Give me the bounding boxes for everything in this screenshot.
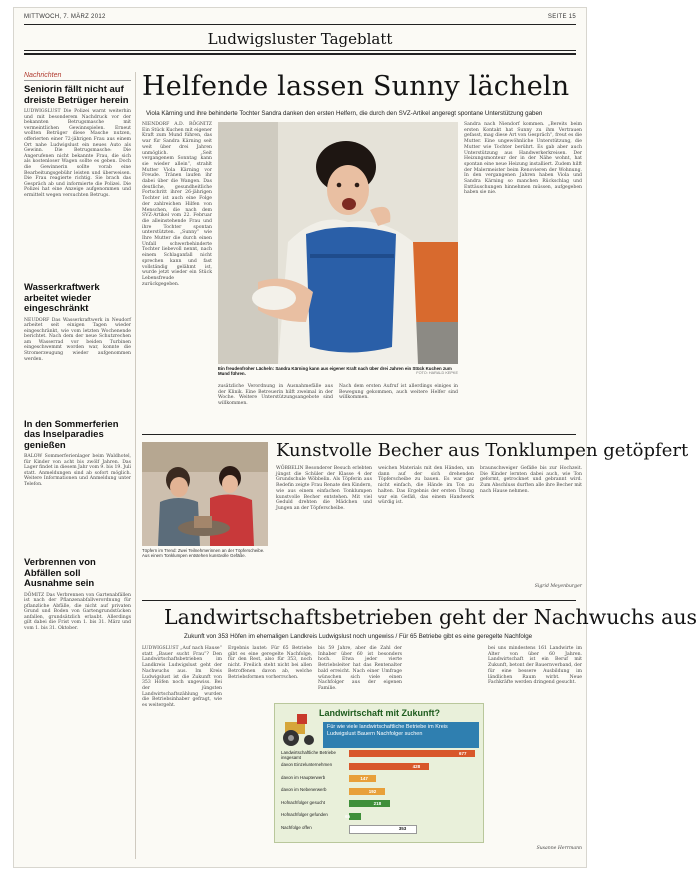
farm-article-col1: LUDWIGSLUST „Auf nach Hause“ statt „Bauer sucht Frau“? Den Landwirtschaftsbetrieben im Landkreis Ludwigslust geht der Nachwuchs aus. Im Kreis Ludwigslust ist die Zukunft von 353 Höfen noch ungewiss. Bei der jüngsten Landwirtschaftszählung wurden die Betriebsinhaber gefragt, wie es weitergeht. (142, 646, 222, 709)
farm-article-col4: bei uns mindestens 161 Landwirte im Alter von über 60 Jahren. Landwirtschaft ist ein Beruf mit Zukunft, betont der Bauernverband, der für eine bessere Ausbildung im ländlichen Raum wirbt. Neue Fachkräfte werden dringend gesucht. (488, 646, 582, 686)
chart-value-label: 65 (345, 813, 351, 819)
farm-author: Susanne Herrmann (536, 846, 582, 851)
chart-category-label: davon im Haupterwerb (281, 774, 326, 780)
pottery-article-col1: WÖBBELIN Besonderer Besuch erlebten jüngst die Schüler der Klasse 4 der Grundschule Wöbbelin. Als Töpferin aus Redefin zeigte Frau Renate den Kindern, wie aus einem einfachen Tonklumpen kunstvolle Becher entstehen. Mit viel Geduld drehten die Mädchen und Jungen an der Töpferscheibe. (276, 466, 372, 511)
pottery-author: Sigrid Meyenburger (534, 584, 582, 589)
tractor-icon (279, 708, 319, 748)
main-subline: Viola Kärning und ihre behinderte Tochter Sandra danken den ersten Helfern, die durch den SVZ-Artikel angeregt spontane Unterstützung gaben (146, 110, 543, 117)
farm-article-col2: Ergebnis lautet: Für 65 Betriebe gibt es eine geregelte Nachfolge, für den Rest, also für 353, noch nicht. Freilich steht nicht bei allen Betroffenen davon ab, welche Betriebsformen vorherrschen. (228, 646, 312, 680)
masthead: Ludwigsluster Tageblatt (207, 30, 393, 48)
chart-category-label: Hofnachfolger gesucht (281, 799, 325, 805)
news-headline: Wasserkraftwerk arbeitet wieder eingeschränkt (24, 282, 100, 314)
story-divider (142, 434, 576, 435)
chart-value-label: 353 (398, 826, 407, 831)
chart-category-label: davon Einzelunternehmen (281, 762, 333, 767)
chart-value-label: 677 (459, 751, 467, 756)
chart-subtitle: Für wie viele landwirtschaftliche Betriebe im Kreis Ludwigslust Bauern Nachfolger suchen (323, 722, 479, 748)
section-label: Nachrichten (24, 72, 131, 81)
woman-photo-illustration (218, 122, 458, 364)
farm-subline: Zukunft von 353 Höfen im ehemaligen Landkreis Ludwigslust noch ungewiss / Für 65 Betriebe gibt es eine geregelte Nachfolge (184, 633, 533, 640)
masthead-rule-top (24, 50, 576, 51)
pottery-article-col3: braunschweiger Gefäße bis zur Hochzeit. Die Kinder lernten dabei auch, wie Ton geformt, getrocknet und gebrannt wird. Zum Abschluss durften alle ihre Becher mit nach Hause nehmen. (480, 466, 582, 494)
issue-date: MITTWOCH, 7. MÄRZ 2012 (24, 14, 106, 20)
photo-credit: FOTO: HARALD KEPKE (416, 371, 458, 376)
news-body: DÖMITZ Das Verbrennen von Gartenabfällen ist nach der Pflanzenabfallverordnung für pflanzliche Abfälle, die nicht auf privaten Grund und Boden von Gartengrundstücken anfallen, grundsätzlich erlaubt. Allerdings gilt dabei die Frist vom 1. bis 31. März und vom 1. bis 31. Oktober. (24, 592, 131, 632)
column-divider (135, 72, 136, 859)
chart-title: Landwirtschaft mit Zukunft? (319, 708, 440, 718)
page-header (24, 12, 576, 24)
news-item (24, 85, 131, 277)
story-divider (142, 600, 576, 601)
pottery-headline: Kunstvolle Becher aus Tonklumpen getöpfert (276, 440, 689, 461)
chart-value-label: 147 (360, 776, 368, 781)
pottery-photo (142, 442, 268, 546)
main-article-col3: Sandra nach Niendorf kommen. „Bereits beim ersten Kontakt hat Sunny zu ihm Vertrauen gefasst, mag diese Art von Gespräch“, freut es die Mutter. Eine ungewöhnliche Unterstützung, die Mutter wie Tochter berührt. Es gab aber auch Unterstützung aus Handwerkerkreisen. Der Heizungsmonteur der in der Nähe wohnt, hat spontan eine neue Heizung installiert. Zudem hilft der Malermeister beim Renovieren der Wohnung. In den vergangenen Jahren haben Viola und Sandra Kärning so manchen Rückschlag und Enttäuschungen hinnehmen müssen, aufgegeben haben sie nie. (464, 122, 582, 196)
chart-bar (349, 813, 361, 820)
chart-bar (349, 750, 475, 757)
chart-bar (349, 788, 385, 795)
news-body: NEUDORF Das Wasserkraftwerk in Neudorf arbeitet seit einigen Tagen wieder eingeschränkt, wie vom letzten Wochenende berichtet. Nach dem der neue Schutzrechen am Wasserrad vor beiden Turbinen eingeschwemmt worden war, konnte die Stromerzeugung wieder aufgenommen werden. (24, 317, 131, 362)
pottery-article-col2: weichen Materials mit den Händen, um dann auf der sich drehenden Töpferscheibe zu bauen. Es war gar nicht einfach, die Hände im Ton zu halten. Das Ergebnis der ersten Übung war ein Gefäß, das einem Handwerk würdig ist. (378, 466, 474, 506)
main-photo (218, 122, 458, 364)
caption-text: Ein freudenfroher Lächeln: Sandra Kärning kann aus eigener Kraft nach über drei Jahren ein Stück Kuchen zum Mund führen. (218, 366, 452, 377)
main-photo-caption (218, 366, 458, 380)
farm-article-col3: bis 59 Jahre, aber die Zahl der Inhaber über 60 ist besonders hoch. Etwa jeder vierte Betriebsleiter hat das Rentenalter bald erreicht. Nach einer Umfrage wünschen sich viele einen Nachfolger aus der eigenen Familie. (318, 646, 402, 691)
farm-article-col4-wrap (488, 646, 582, 860)
chart-header (319, 708, 479, 744)
farm-succession-chart (274, 703, 484, 843)
news-headline: Seniorin fällt nicht auf dreiste Betrüger herein (24, 84, 129, 106)
main-article-col2b: Nach dem ersten Aufruf ist allerdings einiges in Bewegung gekommen, auch weitere Helfer sind willkommen. (339, 384, 458, 401)
chart-bar (349, 800, 390, 807)
farm-headline: Landwirtschaftsbetrieben geht der Nachwuchs aus (164, 605, 697, 629)
chart-value-label: 192 (368, 788, 377, 794)
chart-value-label: 428 (412, 763, 421, 769)
chart-category-label: Landwirtschaftliche Betriebe insgesamt (281, 749, 336, 760)
news-item (24, 558, 131, 703)
news-item (24, 420, 131, 553)
news-column (24, 72, 131, 861)
pottery-photo-illustration (142, 442, 268, 546)
chart-category-label: Hofnachfolger gefunden (281, 812, 328, 817)
main-article-col2: zusätzliche Verordnung in Ausnahmefälle aus der Klinik. Eine Betreuerin hilft zweimal in der Woche. Weitere Unterstützungsangebote sind willkommen. (218, 384, 333, 407)
news-headline: Verbrennen von Abfällen soll Ausnahme sein (24, 557, 96, 589)
news-body: LUDWIGSLUST Die Polizei warnt weiterhin und mit besonderem Nachdruck vor der bekannten Betrugsmasche mit vermeintlichen Gewinnspielen. Erneut wollten Betrüger diese Masche nutzen, offerierten einer 72-jährigen Frau aus einem Ort nahe Ludwigslust ein neues Auto als Gewinn. Die Betrugsmasche: Die Angerufenen nicht bekannte Frau, die sich als kostenloser Wagen sollte es geben. Doch die Gewinnerin sollte vorab eine Bearbeitungsgebühr leisten und überweisen. Die Frau reagierte richtig. Sie brach das Gespräch ab und informierte die Polizei. Die Polizei hat eine Anzeige aufgenommen und ermittelt wegen versuchten Betrugs. (24, 109, 131, 198)
masthead-rule (24, 53, 576, 55)
chart-category-label: davon im Nebenerwerb (281, 787, 327, 792)
news-headline: In den Sommerferien das Inselparadies genießen (24, 418, 119, 451)
news-item (24, 283, 131, 414)
news-body: BALOW Sommerferienlager beim Waldhotel, für Kinder von acht bis zwölf Jahren. Das Lager findet in diesem Jahr vom 9. bis 19. Juli statt. Anmeldungen sind ab sofort möglich. Weitere Informationen und Anmeldung unter Telefon. (24, 454, 131, 487)
chart-value-label: 218 (373, 801, 382, 806)
page-number: SEITE 15 (547, 14, 576, 20)
chart-category-label: Nachfolge offen (281, 824, 312, 830)
chart-bar (349, 825, 417, 834)
header-rule (24, 24, 576, 25)
pottery-photo-caption: Töpfern im Trend: Zwei Teilnehmerinnen an der Töpferscheibe. Aus einem Tonklumpen entstehen kunstvolle Gefäße. (142, 548, 265, 559)
main-article-col1: NIENDORF A.D. RÖGNITZ Ein Stück Kuchen mit eigener Kraft zum Mund führen, das war für Sandra Kärning seit weit über drei Jahren unmöglich. „Seit vergangenem Sonntag kann sie wieder allein“, strahlt Mutter Viola Kärning vor Freude. Tränen laufen ihr dabei über die Wangen. Das deutliche, gesundheitliche Fortschritt ihrer 26-jährigen Tochter ist auch eine Folge der zahlreichen Hilfen von Menschen, die nach dem SVZ-Artikel vom 22. Februar die alleinstehende Frau und ihre Tochter spontan unterstützten. „Sunny“ wie Ihre Mutter die durch einen Unfall schwerbehinderte Tochter liebevoll nennt, nach einem Schlaganfall nicht sprechen kann und fast vollständig gelähmt ist, wurde jetzt wieder ein Stück Lebensfreude zurückgegeben. (142, 122, 212, 287)
main-headline: Helfende lassen Sunny lächeln (142, 71, 570, 102)
pottery-article-col3-wrap (480, 466, 582, 598)
newspaper-page (14, 8, 697, 867)
